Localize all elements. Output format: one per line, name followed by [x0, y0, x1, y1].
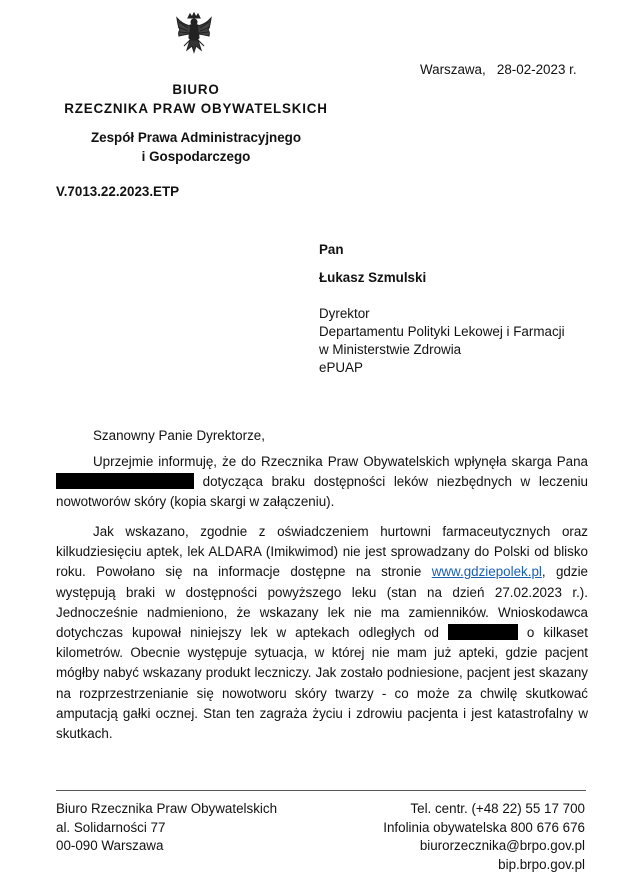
- footer-address-line: al. Solidarności 77: [56, 819, 277, 838]
- letter-paragraph-2: [56, 522, 588, 744]
- footer-phone: Tel. centr. (+48 22) 55 17 700: [383, 800, 585, 819]
- addressee-line: w Ministerstwie Zdrowia: [319, 341, 565, 359]
- footer-address-line: Biuro Rzecznika Praw Obywatelskich: [56, 800, 277, 819]
- office-line-2: RZECZNIKA PRAW OBYWATELSKICH: [56, 99, 336, 118]
- redacted-name: [56, 473, 194, 489]
- office-line-1: BIURO: [56, 80, 336, 99]
- footer-address-line: 00-090 Warszawa: [56, 837, 277, 856]
- addressee-name: Łukasz Szmulski: [319, 270, 426, 285]
- paragraph-text: o kilkaset kilometrów. Obecnie występuje sytuacja, w której nie mam już apteki, gdzie pacjent mógłby nabyć wskazany produkt leczniczy. Jak zostało podniesione, pacjent jest skazany na rozprzestrzenianie się nowotworu skóry twarzy - co może za chwilę skutkować amputacją gałki ocznej. Stan ten zagraża życiu i zdrowiu pacjenta i jest katastrofalny w skutkach.: [56, 625, 588, 741]
- polish-eagle-emblem-icon: [175, 12, 213, 58]
- paragraph-text: , gdzie występują braki w dostępności powyższego leku (stan na dzień 27.02.2023 r.). Jednocześnie nadmieniono, że wskazany lek nie ma zamienników. Wnioskodawca dotychczas kupował niniejszy lek w aptekach odległych od: [56, 564, 588, 640]
- date: 28-02-2023 r.: [497, 62, 577, 77]
- place: Warszawa,: [420, 62, 486, 77]
- footer-address: [56, 800, 277, 856]
- paragraph-text: Uprzejmie informuję, że do Rzecznika Praw Obywatelskich wpłynęła skarga Pana: [93, 454, 588, 469]
- paragraph-text: dotycząca braku dostępności leków niezbędnych w leczeniu nowotworów skóry (kopia skargi w załączeniu).: [56, 474, 588, 509]
- reference-number: V.7013.22.2023.ETP: [56, 184, 179, 199]
- team-line-1: Zespół Prawa Administracyjnego: [56, 128, 336, 147]
- addressee-line: ePUAP: [319, 359, 565, 377]
- addressee-line: Departamentu Polityki Lekowej i Farmacji: [319, 323, 565, 341]
- addressee-line: Dyrektor: [319, 305, 565, 323]
- office-name: [56, 80, 336, 118]
- gdziepolek-link[interactable]: www.gdziepolek.pl: [432, 564, 542, 579]
- footer-divider: [56, 790, 586, 791]
- place-date: [420, 62, 577, 77]
- team-name: [56, 128, 336, 166]
- footer-email[interactable]: biurorzecznika@brpo.gov.pl: [383, 837, 585, 856]
- team-line-2: i Gospodarczego: [56, 147, 336, 166]
- letter-paragraph-1: [56, 452, 588, 513]
- redacted-location: [448, 624, 518, 640]
- footer-hotline: Infolinia obywatelska 800 676 676: [383, 819, 585, 838]
- letter-greeting: Szanowny Panie Dyrektorze,: [93, 428, 265, 443]
- addressee-salutation: Pan: [319, 242, 344, 257]
- paragraph-text: Jak wskazano, zgodnie z oświadczeniem hurtowni farmaceutycznych oraz kilkudziesięciu aptek, lek ALDARA (Imikwimod) nie jest sprowadzany do Polski od blisko roku. Powołano się na informacje dostępne na stronie: [56, 524, 588, 579]
- footer-contact: [383, 800, 585, 874]
- footer-website[interactable]: bip.brpo.gov.pl: [383, 856, 585, 874]
- addressee-address: [319, 305, 565, 377]
